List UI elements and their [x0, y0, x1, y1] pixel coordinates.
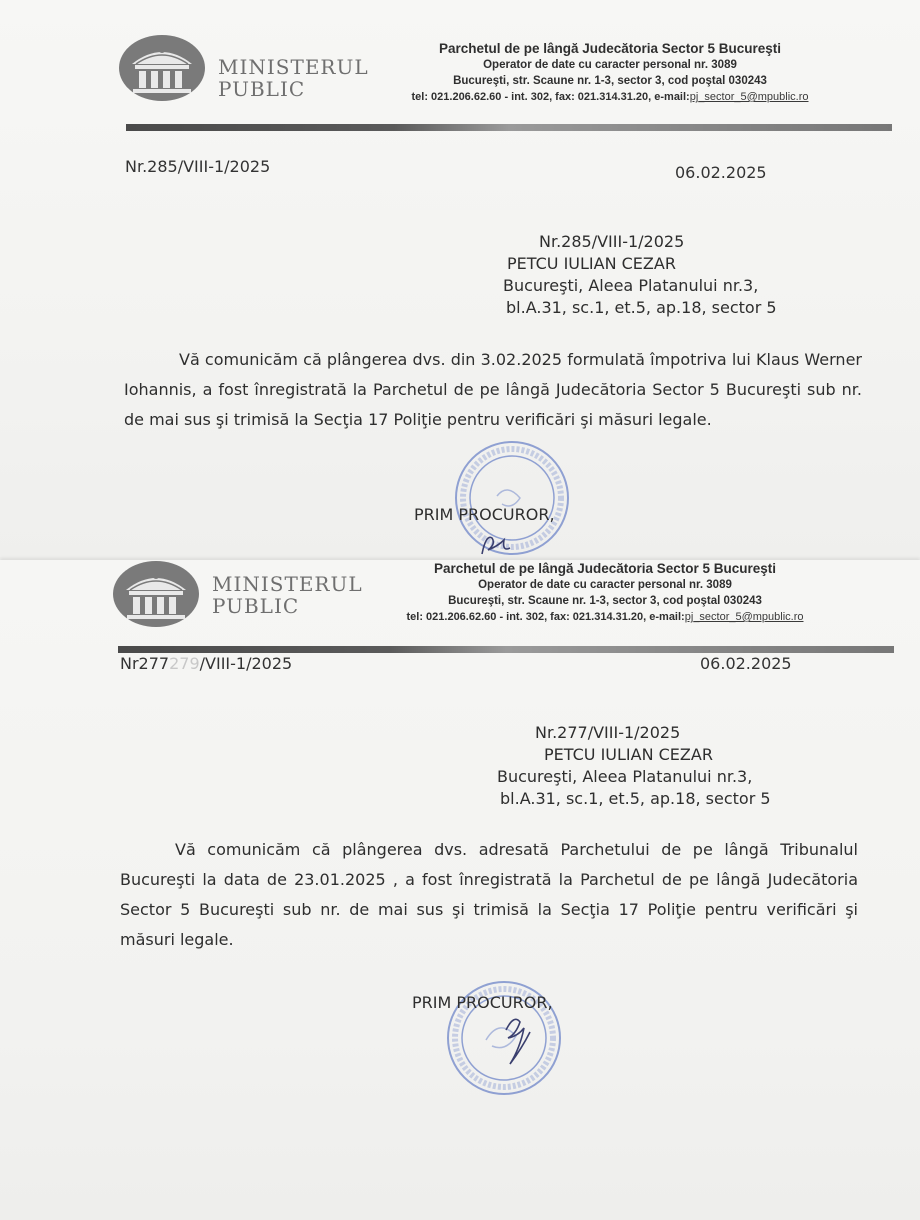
recipient-block [497, 722, 771, 810]
ministry-columns-emblem-icon [118, 34, 206, 102]
recipient-reference: Nr.277/VIII-1/2025 [535, 723, 681, 742]
email-link[interactable]: pj_sector_5@mpublic.ro [689, 91, 809, 103]
recipient-reference: Nr.285/VIII-1/2025 [539, 232, 685, 251]
letter-body [124, 345, 862, 435]
recipient-address-line2: bl.A.31, sc.1, et.5, ap.18, sector 5 [500, 789, 771, 808]
recipient-name: PETCU IULIAN CEZAR [544, 745, 713, 764]
letter-body [120, 835, 858, 955]
ministry-wordmark-line2: PUBLIC [218, 77, 306, 101]
institution-name: Parchetul de pe lângă Judecătoria Sector 5 Bucureşti [438, 41, 782, 56]
letter-date: 06.02.2025 [675, 163, 767, 182]
contact-prefix: tel: 021.206.62.60 - int. 302, fax: 021.314.31.20, e-mail: [406, 611, 685, 623]
ministry-wordmark-line1: MINISTERUL [212, 572, 363, 596]
recipient-address-line1: Bucureşti, Aleea Platanului nr.3, [497, 767, 753, 786]
recipient-name: PETCU IULIAN CEZAR [507, 254, 676, 273]
header-divider [118, 646, 894, 653]
data-operator-line: Operator de date cu caracter personal nr. 3089 [483, 59, 737, 71]
institution-address: Bucureşti, str. Scaune nr. 1-3, sector 3, cod poştal 030243 [453, 75, 767, 87]
letter-body-paragraph: Vă comunicăm că plângerea dvs. adresată Parchetului de pe lângă Tribunalul Bucureşti la data de 23.01.2025 , a fost înregistrată la Parchetul de pe lângă Judecătoria Sector 5 Bucureşti sub nr. de mai sus şi trimisă la Secţia 17 Poliţie pentru verificări şi măsuri legale. [120, 840, 858, 949]
ministry-wordmark [218, 56, 369, 100]
institution-name: Parchetul de pe lângă Judecătoria Sector 5 Bucureşti [433, 561, 777, 576]
ministry-wordmark-line2: PUBLIC [212, 594, 300, 618]
contact-prefix: tel: 021.206.62.60 - int. 302, fax: 021.314.31.20, e-mail: [411, 91, 690, 103]
ministry-columns-emblem-icon [112, 560, 200, 628]
handwritten-signature-icon [474, 526, 524, 560]
data-operator-line: Operator de date cu caracter personal nr. 3089 [478, 579, 732, 591]
handwritten-signature-icon [496, 1008, 540, 1072]
registration-number-smudged: 279 [169, 654, 200, 673]
registration-number-main: Nr277 [120, 654, 170, 673]
email-link[interactable]: pj_sector_5@mpublic.ro [684, 611, 804, 623]
letter-date: 06.02.2025 [700, 654, 792, 673]
letter-body-paragraph: Vă comunicăm că plângerea dvs. din 3.02.2025 formulată împotriva lui Klaus Werner Iohannis, a fost înregistrată la Parchetul de pe lângă Judecătoria Sector 5 Bucureşti sub nr. de mai sus şi trimisă la Secţia 17 Poliţie pentru verificări şi măsuri legale. [124, 350, 862, 429]
recipient-block [503, 231, 777, 319]
ministry-wordmark-line1: MINISTERUL [218, 55, 369, 79]
registration-number [120, 654, 292, 673]
registration-number-suffix: /VIII-1/2025 [199, 654, 293, 673]
letter-page-2 [0, 560, 920, 1220]
signatory-title: PRIM PROCUROR, [412, 993, 553, 1012]
institution-header [375, 40, 845, 105]
letter-page-1 [0, 0, 920, 560]
ministry-wordmark [212, 573, 363, 617]
institution-address: Bucureşti, str. Scaune nr. 1-3, sector 3, cod poştal 030243 [448, 595, 762, 607]
signatory-title: PRIM PROCUROR, [414, 505, 555, 524]
registration-number: Nr.285/VIII-1/2025 [125, 157, 271, 176]
header-divider [126, 124, 892, 131]
recipient-address-line2: bl.A.31, sc.1, et.5, ap.18, sector 5 [506, 298, 777, 317]
institution-contact [375, 89, 845, 105]
institution-header [370, 560, 840, 625]
recipient-address-line1: Bucureşti, Aleea Platanului nr.3, [503, 276, 759, 295]
institution-contact [370, 609, 840, 625]
